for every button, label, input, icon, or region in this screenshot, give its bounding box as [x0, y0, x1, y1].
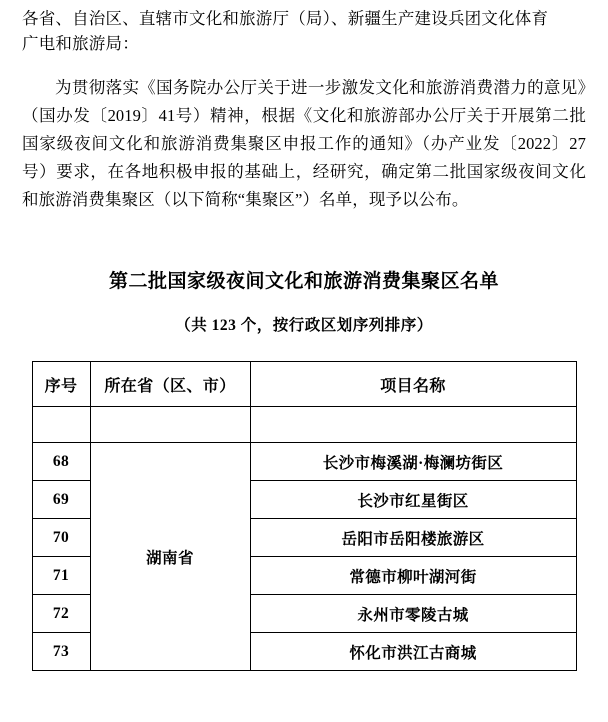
row-project-name: 岳阳市岳阳楼旅游区: [250, 519, 576, 557]
row-no: 71: [32, 557, 90, 595]
cluster-list-table: [32, 361, 577, 671]
row-project-name: 怀化市洪江古商城: [250, 633, 576, 671]
header-no: 序号: [32, 362, 90, 407]
row-no: 70: [32, 519, 90, 557]
row-project-name: 永州市零陵古城: [250, 595, 576, 633]
row-project-name: 常德市柳叶湖河街: [250, 557, 576, 595]
addressee-line-1: 各省、自治区、直辖市文化和旅游厅（局）、新疆生产建设兵团文化体育: [22, 9, 549, 28]
document-page: [0, 6, 608, 722]
addressee-block: [22, 6, 586, 56]
row-no: 68: [32, 443, 90, 481]
list-subtitle: （共 123 个，按行政区划序列排序）: [175, 317, 433, 334]
body-paragraph: 为贯彻落实《国务院办公厅关于进一步激发文化和旅游消费潜力的意见》（国办发〔2019〕41号）精神，根据《文化和旅游部办公厅关于开展第二批国家级夜间文化和旅游消费集聚区申报工作的通知》（办产业发〔2022〕27号）要求，在各地积极申报的基础上，经研究，确定第二批国家级夜间文化和旅游消费集聚区（以下简称“集聚区”）名单，现予以公布。: [22, 78, 586, 209]
table-gap-row: [32, 407, 576, 443]
row-no: 72: [32, 595, 90, 633]
header-province: 所在省（区、市）: [90, 362, 250, 407]
row-project-name: 长沙市红星街区: [250, 481, 576, 519]
list-title: 第二批国家级夜间文化和旅游消费集聚区名单: [108, 271, 499, 292]
row-province: 湖南省: [90, 443, 250, 671]
row-no: 73: [32, 633, 90, 671]
row-no: 69: [32, 481, 90, 519]
row-project-name: 长沙市梅溪湖·梅澜坊街区: [250, 443, 576, 481]
header-project-name: 项目名称: [250, 362, 576, 407]
addressee-line-2: 广电和旅游局：: [22, 34, 139, 53]
table-header-row: [32, 362, 576, 407]
table-row: [32, 443, 576, 481]
